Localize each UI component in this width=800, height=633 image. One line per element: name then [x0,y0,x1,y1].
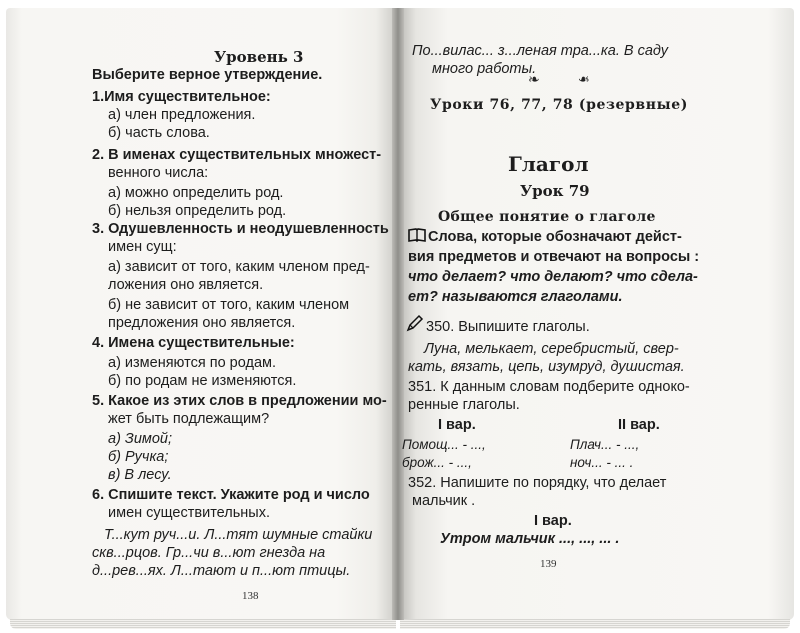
variant-352-label: I вар. [534,513,572,529]
fleuron-ornament-left: ❧ [528,72,540,88]
top-line-1: По...вилас... з...леная тра...ка. В саду [412,43,668,59]
answer-4a: а) изменяются по родам. [108,355,277,371]
exercise-351-line1: 351. К данным словам подберите однокo- [408,379,690,395]
answer-3a-line1: а) зависит от того, каким членом пред- [108,259,370,275]
answer-2a: а) можно определить род. [108,185,284,201]
lesson-title: Урок 79 [520,182,590,200]
exercise-351-line2: ренные глаголы. [408,397,520,413]
rule-line-1: Слова, которые обозначают дейст- [428,229,682,245]
exercise-352-line2: мальчик . [412,493,476,509]
answer-5a: а) Зимой; [108,431,172,447]
instruction: Выберите верное утверждение. [92,67,323,83]
section-title: Глагол [508,152,589,176]
exercise-350: 350. Выпишите глаголы. [426,319,590,335]
right-page-number: 139 [540,558,557,570]
exercise-350-words-2: кать, вязать, цепь, изумруд, душистая. [408,359,685,375]
rule-line-3: что делает? что делают? что сдела- [408,269,698,285]
text-line-3: д...рев...ях. Л...тают и п...ют птицы. [92,563,351,579]
pencil-icon [406,314,424,332]
left-page-edges [10,619,396,629]
right-page-edges [400,619,790,629]
answer-2b: б) нельзя определить род. [108,203,287,219]
answer-5c: в) В лесу. [108,467,172,483]
text-line-2: скв...рцов. Гр...чи в...ют гнезда на [92,545,326,561]
sentence-352: Утром мальчик ..., ..., ... . [440,531,620,547]
v2-word-2: ноч... - ... . [570,455,634,470]
rule-line-4: ет? называются глаголами. [408,289,623,305]
answer-3b-line1: б) не зависит от того, каким членом [108,297,350,313]
question-1: 1.Имя существительное: [92,89,271,105]
fleuron-ornament-right: ❧ [578,72,590,88]
question-2-line1: 2. В именах существительных множест- [92,147,382,163]
left-page-number: 138 [242,590,259,602]
question-4: 4. Имена существительные: [92,335,295,351]
rule-line-2: вия предметов и отвечают на вопросы : [408,249,700,265]
question-6-line2: имен существительных. [108,505,270,521]
answer-1b: б) часть слова. [108,125,210,141]
variant-2-label: II вар. [618,417,660,433]
question-5-line2: жет быть подлежащим? [108,411,270,427]
answer-4b: б) по родам не изменяются. [108,373,297,389]
question-3-line1: 3. Одушевленность и неодушевленность [92,221,389,237]
v1-word-1: Помощ... - ..., [402,437,486,452]
exercise-352-line1: 352. Напишите по порядку, что делает [408,475,667,491]
question-5-line1: 5. Какое из этих слов в предложении мо- [92,393,387,409]
level-heading: Уровень 3 [214,48,304,66]
book-icon [408,228,426,242]
v2-word-1: Плач... - ..., [570,437,640,452]
question-6-line1: 6. Спишите текст. Укажите род и число [92,487,370,503]
answer-3b-line2: предложения оно является. [108,315,296,331]
v1-word-2: брож... - ..., [402,455,472,470]
answer-3a-line2: ложения оно является. [108,277,264,293]
top-line-2: много работы. [432,61,537,77]
text-line-1: Т...кут руч...и. Л...тят шумные стайки [104,527,373,543]
answer-1a: а) член предложения. [108,107,256,123]
topic-title: Общее понятие о глаголе [438,209,656,225]
exercise-350-words-1: Луна, мелькает, серебристый, свер- [424,341,679,357]
question-2-line2: венного числа: [108,165,209,181]
variant-1-label: I вар. [438,417,476,433]
book-gutter [392,8,404,620]
question-3-line2: имен сущ: [108,239,177,255]
lessons-heading: Уроки 76, 77, 78 (резервные) [430,97,688,113]
answer-5b: б) Ручка; [108,449,169,465]
